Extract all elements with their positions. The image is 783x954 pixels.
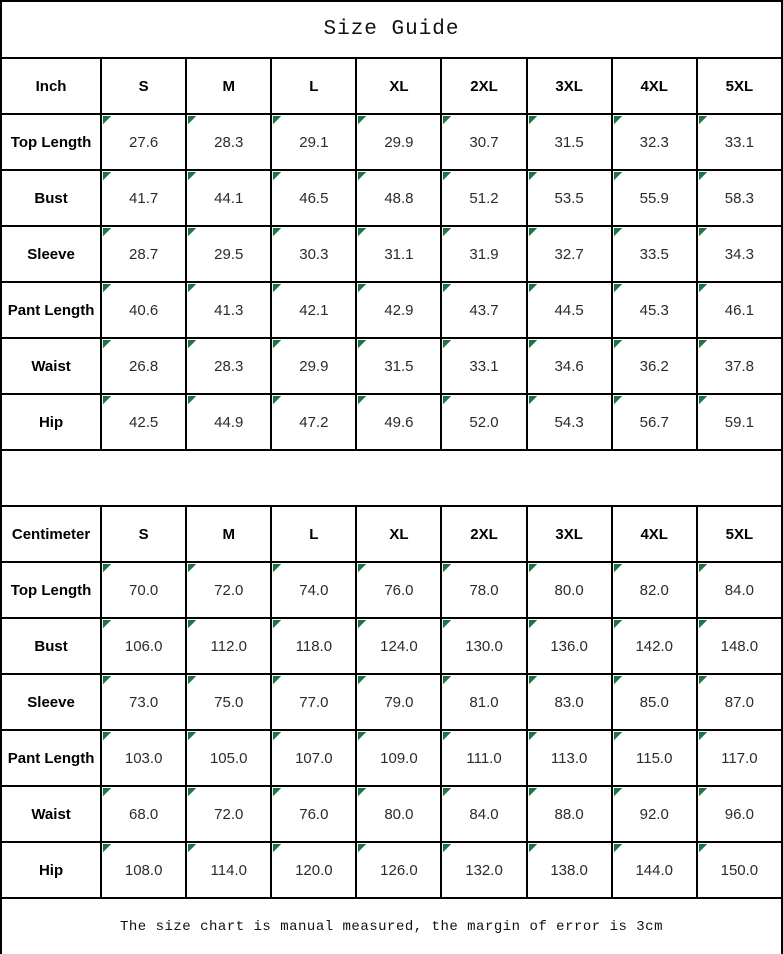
size-value-cell: 30.7 — [441, 114, 526, 170]
unit-header-centimeter: Centimeter — [1, 506, 101, 562]
size-value-cell: 34.3 — [697, 226, 782, 282]
size-value-cell: 115.0 — [612, 730, 697, 786]
size-value-cell: 70.0 — [101, 562, 186, 618]
size-value-cell: 33.1 — [441, 338, 526, 394]
table-row — [1, 394, 782, 450]
size-value-cell: 46.1 — [697, 282, 782, 338]
spacer-cell — [1, 450, 782, 506]
unit-header-inch: Inch — [1, 58, 101, 114]
size-value-cell: 130.0 — [441, 618, 526, 674]
table-row — [1, 842, 782, 898]
size-column-header: 4XL — [612, 506, 697, 562]
table-row — [1, 282, 782, 338]
row-label: Bust — [1, 170, 101, 226]
size-value-cell: 43.7 — [441, 282, 526, 338]
size-value-cell: 138.0 — [527, 842, 612, 898]
size-value-cell: 29.9 — [271, 338, 356, 394]
size-value-cell: 118.0 — [271, 618, 356, 674]
size-value-cell: 26.8 — [101, 338, 186, 394]
size-value-cell: 105.0 — [186, 730, 271, 786]
size-value-cell: 136.0 — [527, 618, 612, 674]
size-value-cell: 47.2 — [271, 394, 356, 450]
size-value-cell: 41.3 — [186, 282, 271, 338]
size-value-cell: 34.6 — [527, 338, 612, 394]
size-value-cell: 112.0 — [186, 618, 271, 674]
size-column-header: 2XL — [441, 506, 526, 562]
size-value-cell: 32.7 — [527, 226, 612, 282]
size-value-cell: 109.0 — [356, 730, 441, 786]
row-label: Bust — [1, 618, 101, 674]
size-value-cell: 77.0 — [271, 674, 356, 730]
size-value-cell: 44.1 — [186, 170, 271, 226]
size-column-header: M — [186, 506, 271, 562]
size-value-cell: 132.0 — [441, 842, 526, 898]
table-row — [1, 338, 782, 394]
size-value-cell: 29.5 — [186, 226, 271, 282]
size-value-cell: 44.5 — [527, 282, 612, 338]
table-row — [1, 226, 782, 282]
size-value-cell: 68.0 — [101, 786, 186, 842]
size-value-cell: 87.0 — [697, 674, 782, 730]
size-column-header: 5XL — [697, 58, 782, 114]
size-value-cell: 108.0 — [101, 842, 186, 898]
size-column-header: 3XL — [527, 506, 612, 562]
title-row — [1, 1, 782, 58]
size-value-cell: 72.0 — [186, 786, 271, 842]
size-column-header: 2XL — [441, 58, 526, 114]
size-value-cell: 59.1 — [697, 394, 782, 450]
size-column-header: 4XL — [612, 58, 697, 114]
row-label: Top Length — [1, 562, 101, 618]
table-row — [1, 114, 782, 170]
table-row — [1, 562, 782, 618]
size-value-cell: 81.0 — [441, 674, 526, 730]
size-value-cell: 52.0 — [441, 394, 526, 450]
size-value-cell: 29.1 — [271, 114, 356, 170]
size-value-cell: 31.1 — [356, 226, 441, 282]
size-value-cell: 84.0 — [697, 562, 782, 618]
size-value-cell: 33.5 — [612, 226, 697, 282]
size-value-cell: 53.5 — [527, 170, 612, 226]
size-value-cell: 117.0 — [697, 730, 782, 786]
size-value-cell: 76.0 — [356, 562, 441, 618]
size-value-cell: 31.5 — [527, 114, 612, 170]
row-label: Pant Length — [1, 282, 101, 338]
size-value-cell: 28.3 — [186, 338, 271, 394]
table-row — [1, 170, 782, 226]
size-column-header: 5XL — [697, 506, 782, 562]
size-value-cell: 33.1 — [697, 114, 782, 170]
size-value-cell: 31.9 — [441, 226, 526, 282]
size-value-cell: 82.0 — [612, 562, 697, 618]
size-column-header: S — [101, 58, 186, 114]
size-value-cell: 76.0 — [271, 786, 356, 842]
size-value-cell: 126.0 — [356, 842, 441, 898]
size-value-cell: 49.6 — [356, 394, 441, 450]
size-value-cell: 28.7 — [101, 226, 186, 282]
size-value-cell: 114.0 — [186, 842, 271, 898]
size-value-cell: 113.0 — [527, 730, 612, 786]
size-value-cell: 31.5 — [356, 338, 441, 394]
size-value-cell: 46.5 — [271, 170, 356, 226]
size-value-cell: 84.0 — [441, 786, 526, 842]
size-value-cell: 142.0 — [612, 618, 697, 674]
size-value-cell: 27.6 — [101, 114, 186, 170]
size-value-cell: 51.2 — [441, 170, 526, 226]
size-value-cell: 72.0 — [186, 562, 271, 618]
size-value-cell: 96.0 — [697, 786, 782, 842]
size-value-cell: 74.0 — [271, 562, 356, 618]
size-value-cell: 124.0 — [356, 618, 441, 674]
size-value-cell: 75.0 — [186, 674, 271, 730]
size-value-cell: 150.0 — [697, 842, 782, 898]
size-value-cell: 56.7 — [612, 394, 697, 450]
row-label: Sleeve — [1, 674, 101, 730]
size-value-cell: 58.3 — [697, 170, 782, 226]
table-row — [1, 786, 782, 842]
size-value-cell: 83.0 — [527, 674, 612, 730]
size-value-cell: 55.9 — [612, 170, 697, 226]
table-row — [1, 618, 782, 674]
footer-row — [1, 898, 782, 954]
size-value-cell: 42.1 — [271, 282, 356, 338]
spacer-row — [1, 450, 782, 506]
size-value-cell: 107.0 — [271, 730, 356, 786]
size-value-cell: 30.3 — [271, 226, 356, 282]
footer-note: The size chart is manual measured, the margin of error is 3cm — [1, 898, 782, 954]
size-value-cell: 120.0 — [271, 842, 356, 898]
size-column-header: L — [271, 506, 356, 562]
row-label: Top Length — [1, 114, 101, 170]
size-value-cell: 85.0 — [612, 674, 697, 730]
row-label: Hip — [1, 394, 101, 450]
size-column-header: XL — [356, 506, 441, 562]
size-value-cell: 79.0 — [356, 674, 441, 730]
size-value-cell: 41.7 — [101, 170, 186, 226]
size-column-header: XL — [356, 58, 441, 114]
size-value-cell: 32.3 — [612, 114, 697, 170]
page-title: Size Guide — [1, 1, 782, 58]
size-value-cell: 103.0 — [101, 730, 186, 786]
size-value-cell: 29.9 — [356, 114, 441, 170]
row-label: Hip — [1, 842, 101, 898]
cm-header-row — [1, 506, 782, 562]
size-value-cell: 36.2 — [612, 338, 697, 394]
size-value-cell: 44.9 — [186, 394, 271, 450]
size-value-cell: 73.0 — [101, 674, 186, 730]
size-value-cell: 42.5 — [101, 394, 186, 450]
size-column-header: M — [186, 58, 271, 114]
size-value-cell: 42.9 — [356, 282, 441, 338]
size-value-cell: 88.0 — [527, 786, 612, 842]
size-column-header: 3XL — [527, 58, 612, 114]
size-column-header: L — [271, 58, 356, 114]
size-value-cell: 54.3 — [527, 394, 612, 450]
table-row — [1, 730, 782, 786]
size-value-cell: 45.3 — [612, 282, 697, 338]
size-value-cell: 106.0 — [101, 618, 186, 674]
size-value-cell: 28.3 — [186, 114, 271, 170]
row-label: Pant Length — [1, 730, 101, 786]
size-value-cell: 92.0 — [612, 786, 697, 842]
size-column-header: S — [101, 506, 186, 562]
size-value-cell: 111.0 — [441, 730, 526, 786]
size-value-cell: 78.0 — [441, 562, 526, 618]
row-label: Waist — [1, 338, 101, 394]
size-value-cell: 148.0 — [697, 618, 782, 674]
row-label: Waist — [1, 786, 101, 842]
size-value-cell: 80.0 — [356, 786, 441, 842]
size-value-cell: 48.8 — [356, 170, 441, 226]
table-row — [1, 674, 782, 730]
inch-header-row — [1, 58, 782, 114]
size-value-cell: 144.0 — [612, 842, 697, 898]
size-value-cell: 37.8 — [697, 338, 782, 394]
size-value-cell: 80.0 — [527, 562, 612, 618]
size-value-cell: 40.6 — [101, 282, 186, 338]
row-label: Sleeve — [1, 226, 101, 282]
